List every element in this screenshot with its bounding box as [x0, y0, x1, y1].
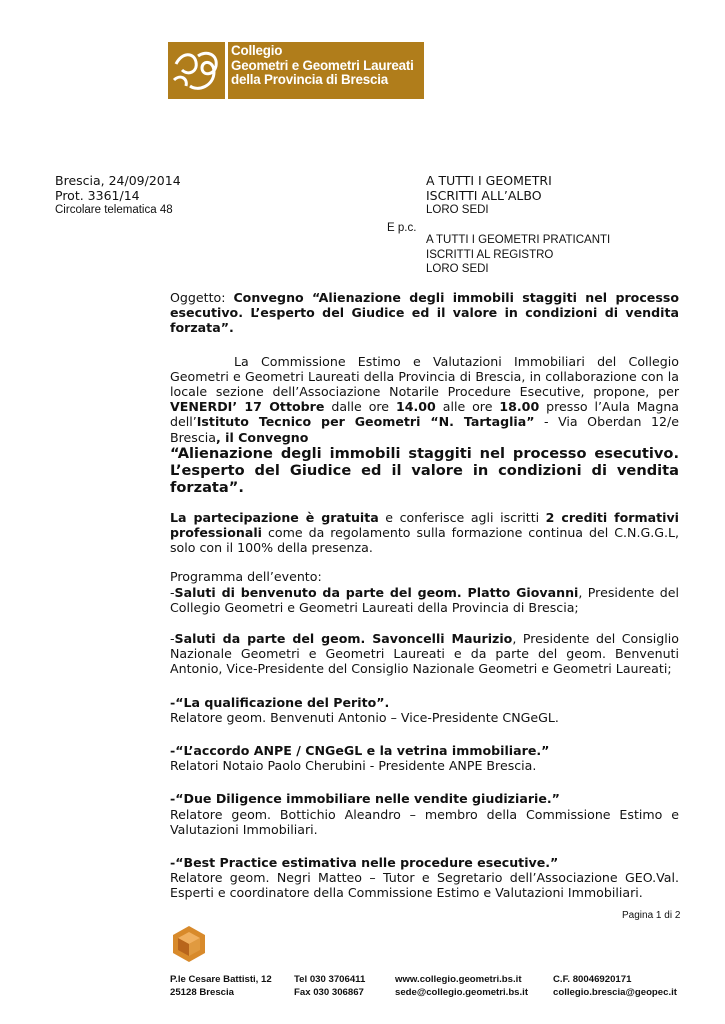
recipient-line: LORO SEDI	[426, 263, 489, 275]
program-item-text: Relatore geom. Bottichio Aleandro – membro della Commissione Estimo e Valutazioni Immobiliari.	[170, 806, 679, 837]
place-date: Brescia, 24/09/2014	[55, 173, 181, 188]
dash: -	[170, 631, 175, 647]
recipient-line: A TUTTI I GEOMETRI	[426, 173, 552, 188]
participation-free: La partecipazione è gratuita	[170, 509, 379, 525]
protocol-number: Prot. 3361/14	[55, 187, 140, 203]
program-item-title: Saluti di benvenuto da parte del geom. Platto Giovanni	[174, 584, 579, 600]
header-logo	[168, 42, 424, 100]
logo-line: della Provincia di Brescia	[231, 72, 389, 87]
intro-text: alle ore	[435, 399, 500, 415]
program-item-text: Relatore geom. Benvenuti Antonio – Vice-Presidente CNGeGL.	[170, 709, 559, 725]
program-item-text: Relatori Notaio Paolo Cherubini - Presidente ANPE Brescia.	[170, 758, 537, 774]
footer-email-link[interactable]: sede@collegio.geometri.bs.it	[395, 987, 529, 998]
recipient-line: LORO SEDI	[426, 204, 489, 216]
recipients-primary	[426, 174, 552, 218]
footer-website-link[interactable]: www.collegio.geometri.bs.it	[395, 974, 522, 985]
participation-text: e conferisce agli iscritti	[378, 509, 546, 525]
program-item-title: -“L’accordo ANPE / CNGeGL e la vetrina immobiliare.”	[170, 743, 550, 759]
circolare-number: Circolare telematica 48	[55, 204, 173, 216]
event-title: “Alienazione degli immobili staggiti nel processo esecutivo. L’esperto del Giudice ed il valore in condizioni di vendita forzata”.	[170, 444, 679, 496]
logo-line: Geometri e Geometri Laureati	[231, 57, 414, 73]
footer-phone	[294, 973, 365, 999]
hexagon-cube-logo-icon	[170, 925, 208, 963]
page-number: Pagina 1 di 2	[622, 910, 681, 921]
program-item	[170, 631, 679, 677]
intro-text: dalle ore	[324, 399, 396, 415]
footer-address	[170, 973, 272, 999]
footer-web	[395, 973, 528, 999]
logo-text	[228, 42, 424, 99]
subject-label: Oggetto:	[170, 290, 234, 305]
dash: -	[170, 584, 175, 600]
program-item-text: , Presidente del Collegio Geometri e Geometri Laureati della Provincia di Brescia;	[170, 584, 679, 615]
program-item-title: Saluti da parte del geom. Savoncelli Maurizio	[174, 631, 513, 647]
subject	[170, 290, 679, 336]
participation-text: come da regolamento sulla formazione continua del C.N.G.G.L, solo con il 100% della presenza.	[170, 525, 679, 556]
footer-line: 25128 Brescia	[170, 987, 235, 998]
letter-meta	[55, 174, 181, 218]
recipient-line: ISCRITTI AL REGISTRO	[426, 248, 554, 261]
program-item-text: , Presidente del Consiglio Nazionale Geometri e Geometri Laureati e da parte del geom. Benvenuti Antonio, Vice-Presidente del Consiglio Nazionale Geometri e Geometri Laureati;	[170, 631, 679, 677]
recipient-line: ISCRITTI ALL’ALBO	[426, 187, 542, 203]
event-start-time: 14.00	[395, 399, 436, 415]
footer-line: P.le Cesare Battisti, 12	[170, 974, 272, 985]
intro-text: , il Convegno	[216, 429, 309, 445]
event-day: VENERDI’ 17 Ottobre	[170, 399, 325, 415]
participation-paragraph	[170, 510, 679, 556]
recipients-secondary	[426, 233, 610, 277]
program-item-title: -“Due Diligence immobiliare nelle vendite giudiziarie.”	[170, 791, 560, 807]
intro-text: La Commissione Estimo e Valutazioni Immobiliari del Collegio Geometri e Geometri Laureati della Provincia di Brescia, in collaborazione con la locale sezione dell’Associazione Notarile Procedure Esecutive, propone, per	[170, 353, 679, 400]
program-item-title: -“Best Practice estimativa nelle procedure esecutive.”	[170, 855, 559, 871]
program-heading: Programma dell’evento:	[170, 569, 322, 585]
footer-tax	[553, 973, 677, 999]
footer-pec-link[interactable]: collegio.brescia@geopec.it	[553, 987, 677, 998]
event-end-time: 18.00	[499, 399, 540, 415]
program-item-text: Relatore geom. Negri Matteo – Tutor e Segretario dell’Associazione GEO.Val. Esperti e coordinatore della Commissione Estimo e Valutazioni Immobiliari.	[170, 870, 679, 901]
subject-text: Convegno “Alienazione degli immobili staggiti nel processo esecutivo. L’esperto del Giudice ed il valore in condizioni di vendita forzata”.	[170, 290, 679, 336]
footer-line: C.F. 80046920171	[553, 974, 632, 985]
footer-line: Tel 030 3706411	[294, 974, 366, 985]
program-item	[170, 585, 679, 615]
recipient-line: A TUTTI I GEOMETRI PRATICANTI	[426, 234, 611, 246]
footer-line: Fax 030 306867	[294, 987, 364, 998]
participation-credits: 2 crediti formativi professionali	[170, 509, 679, 541]
program-item-title: -“La qualificazione del Perito”.	[170, 694, 390, 710]
logo-line: Collegio	[231, 43, 283, 58]
event-address: - Via Oberdan 12/e Brescia	[170, 414, 680, 445]
intro-paragraph	[170, 354, 679, 445]
intro-text: presso l’Aula Magna dell’	[170, 399, 680, 430]
epc-label: E p.c.	[387, 222, 417, 234]
event-venue: Istituto Tecnico per Geometri “N. Tartaglia”	[196, 414, 535, 430]
collegio-logo-icon	[168, 42, 225, 99]
letter-body	[170, 290, 679, 901]
